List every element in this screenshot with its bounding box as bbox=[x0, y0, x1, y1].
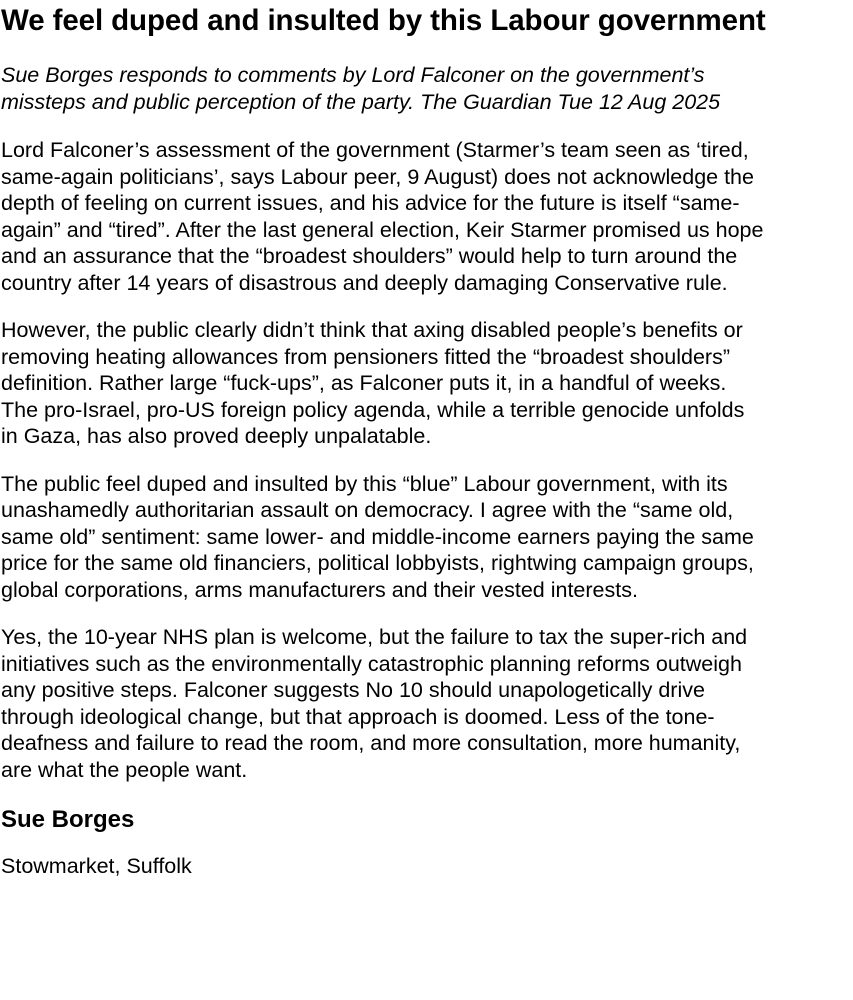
author-name: Sue Borges bbox=[1, 806, 135, 833]
paragraph-1 bbox=[1, 137, 853, 296]
paragraph-line: global corporations, arms manufacturers and their vested interests. bbox=[1, 577, 638, 602]
paragraph-line: price for the same old financiers, political lobbyists, rightwing campaign groups, bbox=[1, 551, 754, 575]
paragraph-line: same-again politicians’, says Labour peer, 9 August) does not acknowledge the bbox=[1, 164, 754, 189]
paragraph-line: again” and “tired”. After the last general election, Keir Starmer promised us hope bbox=[1, 217, 764, 242]
paragraph-line: and an assurance that the “broadest shoulders” would help to turn around the bbox=[1, 244, 738, 268]
letter-body bbox=[1, 137, 853, 783]
paragraph-line: definition. Rather large “fuck-ups”, as Falconer puts it, in a handful of weeks. bbox=[1, 371, 727, 395]
paragraph-line: unashamedly authoritarian assault on democracy. I agree with the “same old, bbox=[1, 498, 734, 522]
paragraph-line: Lord Falconer’s assessment of the government (Starmer’s team seen as ‘tired, bbox=[1, 138, 749, 162]
paragraph-line: initiatives such as the environmentally catastrophic planning reforms outweigh bbox=[1, 651, 742, 676]
standfirst-line: missteps and public perception of the party. The Guardian Tue 12 Aug 2025 bbox=[1, 89, 721, 114]
paragraph-2 bbox=[1, 317, 853, 450]
standfirst bbox=[1, 62, 853, 115]
paragraph-line: The pro-Israel, pro-US foreign policy agenda, while a terrible genocide unfolds bbox=[1, 397, 745, 422]
author-location: Stowmarket, Suffolk bbox=[1, 854, 192, 878]
paragraph-line: removing heating allowances from pensioners fitted the “broadest shoulders” bbox=[1, 344, 731, 369]
paragraph-line: Yes, the 10-year NHS plan is welcome, but the failure to tax the super-rich and bbox=[1, 625, 748, 649]
paragraph-line: country after 14 years of disastrous and deeply damaging Conservative rule. bbox=[1, 270, 728, 295]
paragraph-line: any positive steps. Falconer suggests No 10 should unapologetically drive bbox=[1, 678, 705, 702]
paragraph-line: deafness and failure to read the room, and more consultation, more humanity, bbox=[1, 731, 741, 755]
paragraph-line: in Gaza, has also proved deeply unpalatable. bbox=[1, 424, 432, 448]
paragraph-3 bbox=[1, 471, 853, 604]
paragraph-line: same old” sentiment: same lower- and middle-income earners paying the same bbox=[1, 524, 754, 549]
headline: We feel duped and insulted by this Labour government bbox=[1, 4, 766, 37]
paragraph-line: through ideological change, but that approach is doomed. Less of the tone- bbox=[1, 704, 715, 729]
paragraph-line: are what the people want. bbox=[1, 757, 248, 782]
standfirst-line: Sue Borges responds to comments by Lord Falconer on the government’s bbox=[1, 63, 705, 87]
paragraph-line: depth of feeling on current issues, and his advice for the future is itself “same- bbox=[1, 191, 740, 215]
paragraph-line: However, the public clearly didn’t think that axing disabled people’s benefits or bbox=[1, 318, 743, 342]
paragraph-line: The public feel duped and insulted by this “blue” Labour government, with its bbox=[1, 471, 728, 496]
paragraph-4 bbox=[1, 624, 853, 783]
